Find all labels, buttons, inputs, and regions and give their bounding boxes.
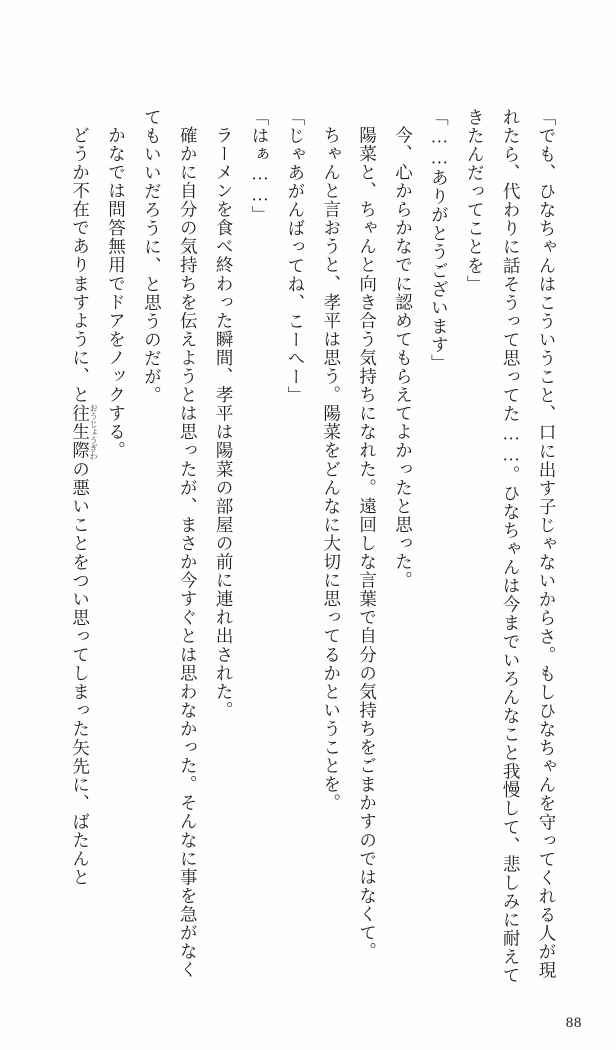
paragraph-10: かなでは問答無用でドアをノックする。 [106,125,127,460]
paragraph-4: 陽菜と、ちゃんと向き合う気持ちになれた。遠回しな言葉で自分の気持ちをごまかすのではなくて。 [357,125,378,961]
paragraph-7: 「はぁ……」 [250,108,270,225]
paragraph-11: どうか不在でありますように、と往生際おうじょうぎわの悪いことをつい思ってしまった矢先に、ばたんと [70,125,99,887]
paragraph-6: 「じゃあがんばってね、こーへー」 [285,108,306,405]
vertical-text-body [60,108,564,988]
paragraph-5: ちゃんと言おうと、孝平は思う。陽菜をどんなに大切に思ってるかということを。 [321,125,342,812]
page-number: 88 [565,1015,582,1031]
paragraph-1: 「でも、ひなちゃんはこういうこと、口に出す子じゃないからさ。もしひなちゃんを守ってくれる人が現れたら、代わりに話そうって思ってた……。ひなちゃんは今までいろんなこと我慢して、悲しみに耐えてきたんだってことを」 [465,108,557,985]
ruby-annotation: 往生際おうじょうぎわ [70,403,99,460]
paragraph-9: 確かに自分の気持ちを伝えようとは思ったが、まさか今すぐとは思わなかった。そんなに事を急がなくてもいいだろうに、と思うのだが。 [142,108,199,979]
paragraph-2: 「……ありがとうございます」 [429,108,450,373]
paragraph-8: ラーメンを食べ終わった瞬間、孝平は陽菜の部屋の前に連れ出された。 [214,125,235,720]
paragraph-3: 今、心からかなでに認めてもらえてよかったと思った。 [393,125,414,590]
